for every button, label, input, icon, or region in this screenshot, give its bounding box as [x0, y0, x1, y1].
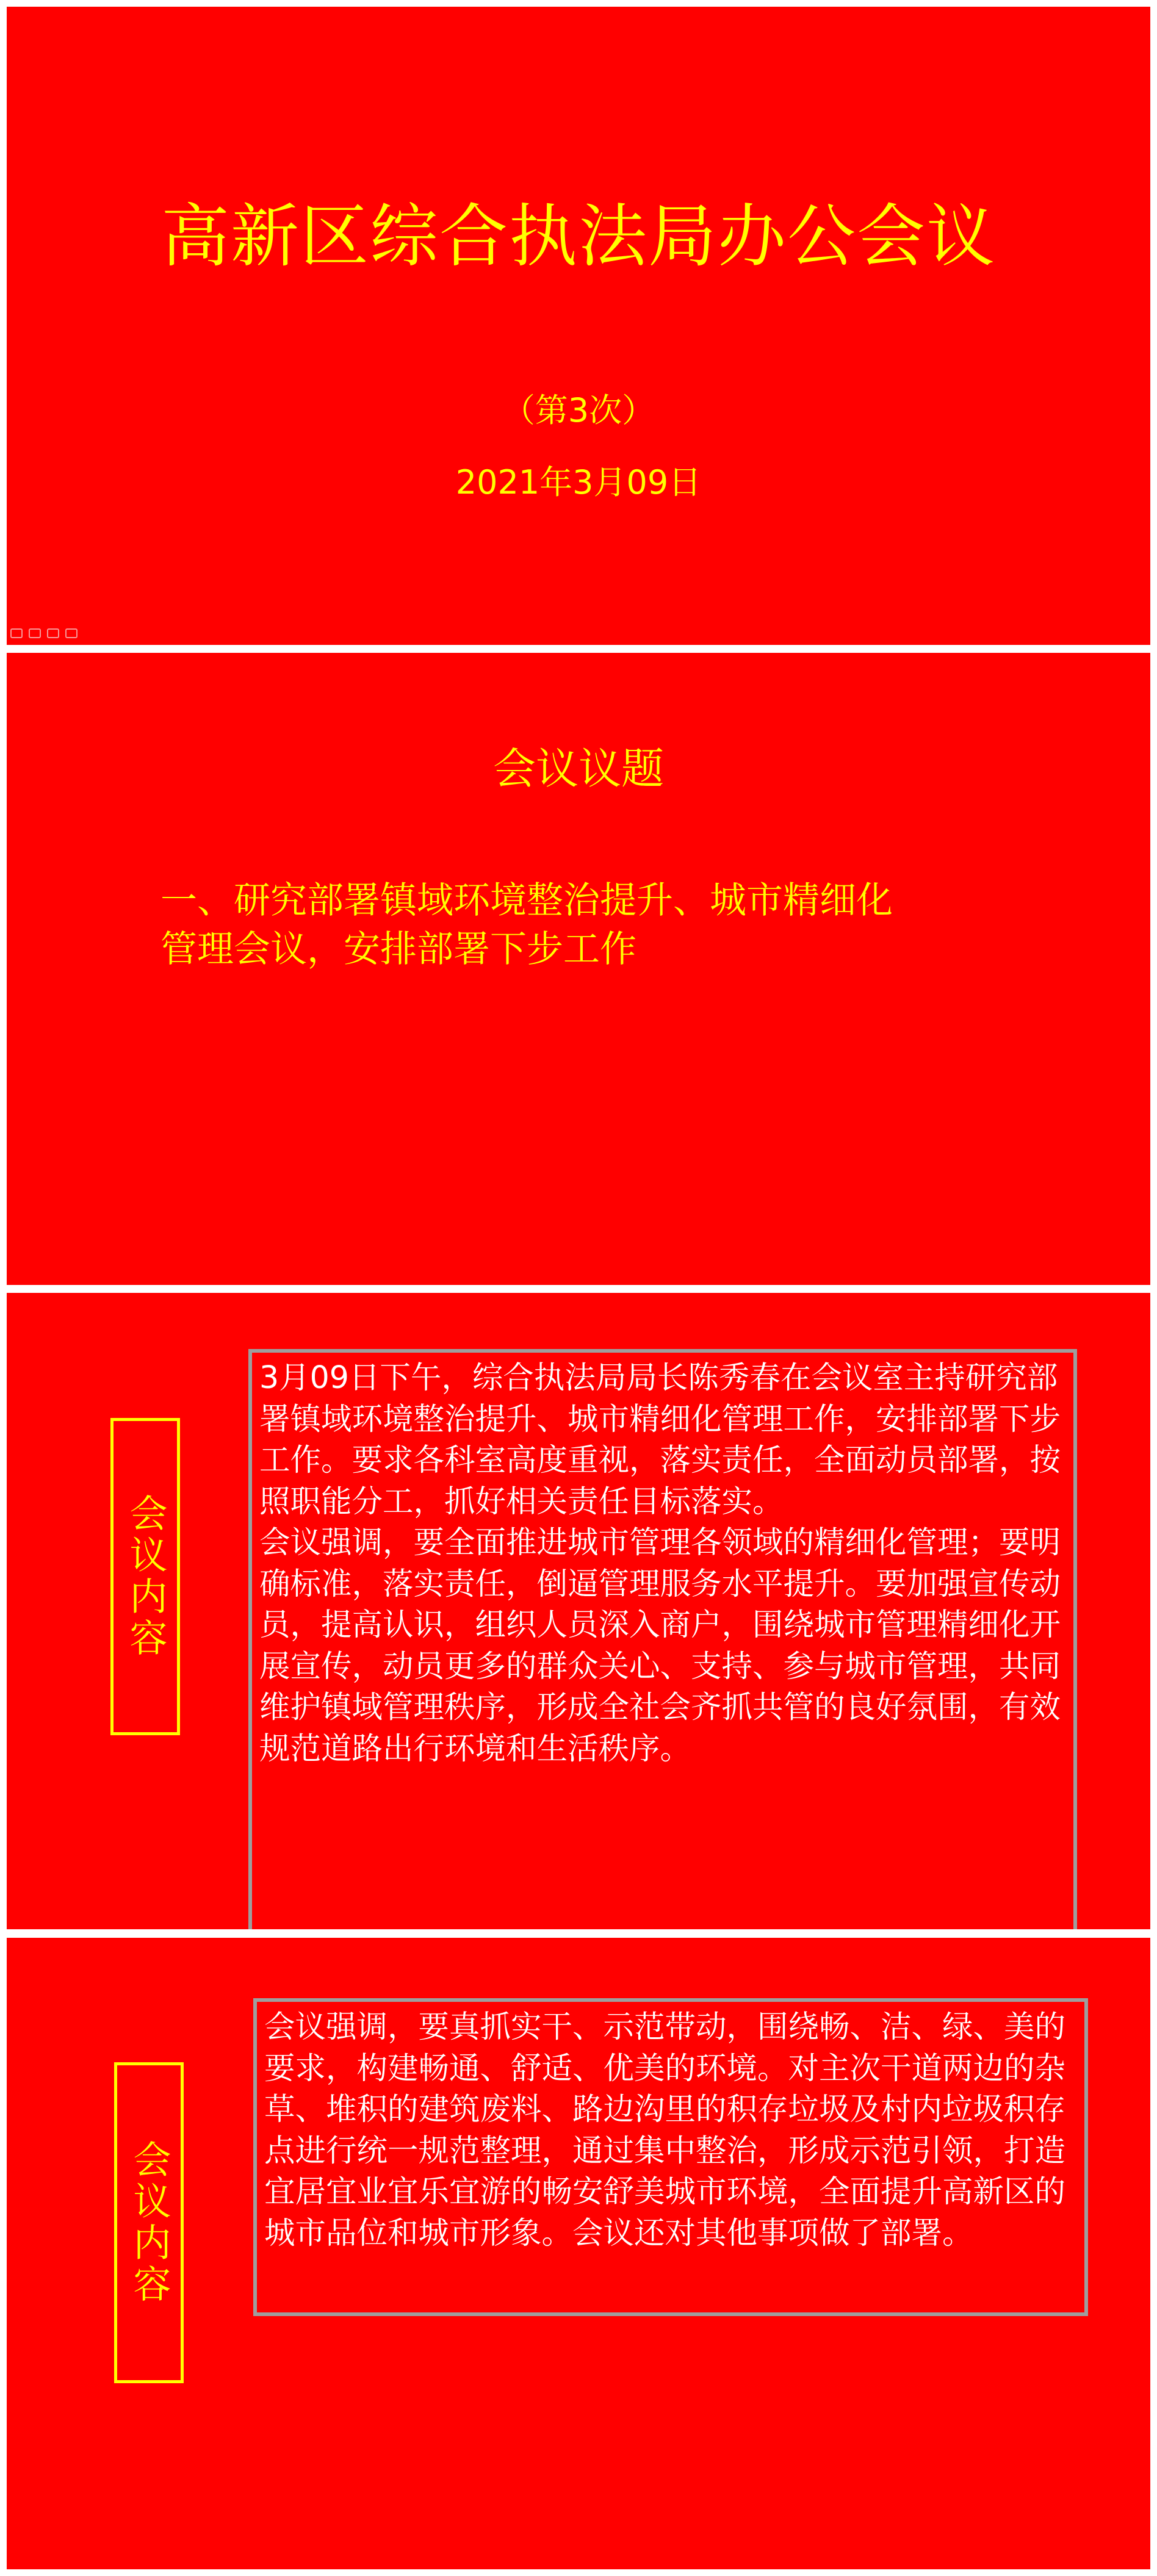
- content-label-text: 会议内容: [127, 2140, 171, 2306]
- meeting-date: 2021年3月09日: [455, 463, 702, 502]
- session-number: （第3次）: [502, 391, 655, 430]
- agenda-item-line-1: 一、研究部署镇域环境整治提升、城市精细化: [160, 879, 893, 922]
- content-label-text: 会议内容: [123, 1494, 168, 1660]
- content-text-box: [253, 1998, 1088, 2316]
- content-label: [110, 1418, 180, 1735]
- agenda-item: [160, 876, 990, 974]
- content-slide-2: [7, 1938, 1150, 2569]
- meeting-title: 高新区综合执法局办公会议: [161, 197, 996, 276]
- slide-toolbar: [10, 627, 77, 640]
- agenda-slide: [7, 653, 1150, 1285]
- content-paragraph-1: 会议强调，要真抓实干、示范带动，围绕畅、洁、绿、美的要求，构建畅通、舒适、优美的环境。对主次干道两边的杂草、堆积的建筑废料、路边沟里的积存垃圾及村内垃圾积存点进行统一规范整理，通过集中整治，形成示范引领，打造宜居宜业宜乐宜游的畅安舒美城市环境，全面提升高新区的城市品位和城市形象。会议还对其他事项做了部署。: [264, 2009, 1065, 2251]
- content-text-box: [248, 1349, 1077, 1929]
- title-slide: [7, 7, 1150, 645]
- content-slide-1: [7, 1293, 1150, 1929]
- prev-icon[interactable]: [10, 628, 23, 638]
- next-icon[interactable]: [65, 628, 77, 638]
- pen-icon[interactable]: [29, 628, 41, 638]
- agenda-item-line-2: 管理会议，安排部署下步工作: [160, 928, 636, 971]
- menu-icon[interactable]: [47, 628, 59, 638]
- agenda-heading: 会议议题: [493, 744, 664, 794]
- content-paragraph-1: 3月09日下午，综合执法局局长陈秀春在会议室主持研究部署镇域环境整治提升、城市精细化管理工作，安排部署下步工作。要求各科室高度重视，落实责任，全面动员部署，按照职能分工，抓好相关责任目标落实。: [259, 1359, 1061, 1519]
- content-label: [114, 2062, 184, 2383]
- content-paragraph-2: 会议强调，要全面推进城市管理各领域的精细化管理；要明确标准，落实责任，倒逼管理服务水平提升。要加强宣传动员，提高认识，组织人员深入商户，围绕城市管理精细化开展宣传，动员更多的群众关心、支持、参与城市管理，共同维护镇域管理秩序，形成全社会齐抓共管的良好氛围，有效规范道路出行环境和生活秩序。: [259, 1524, 1061, 1766]
